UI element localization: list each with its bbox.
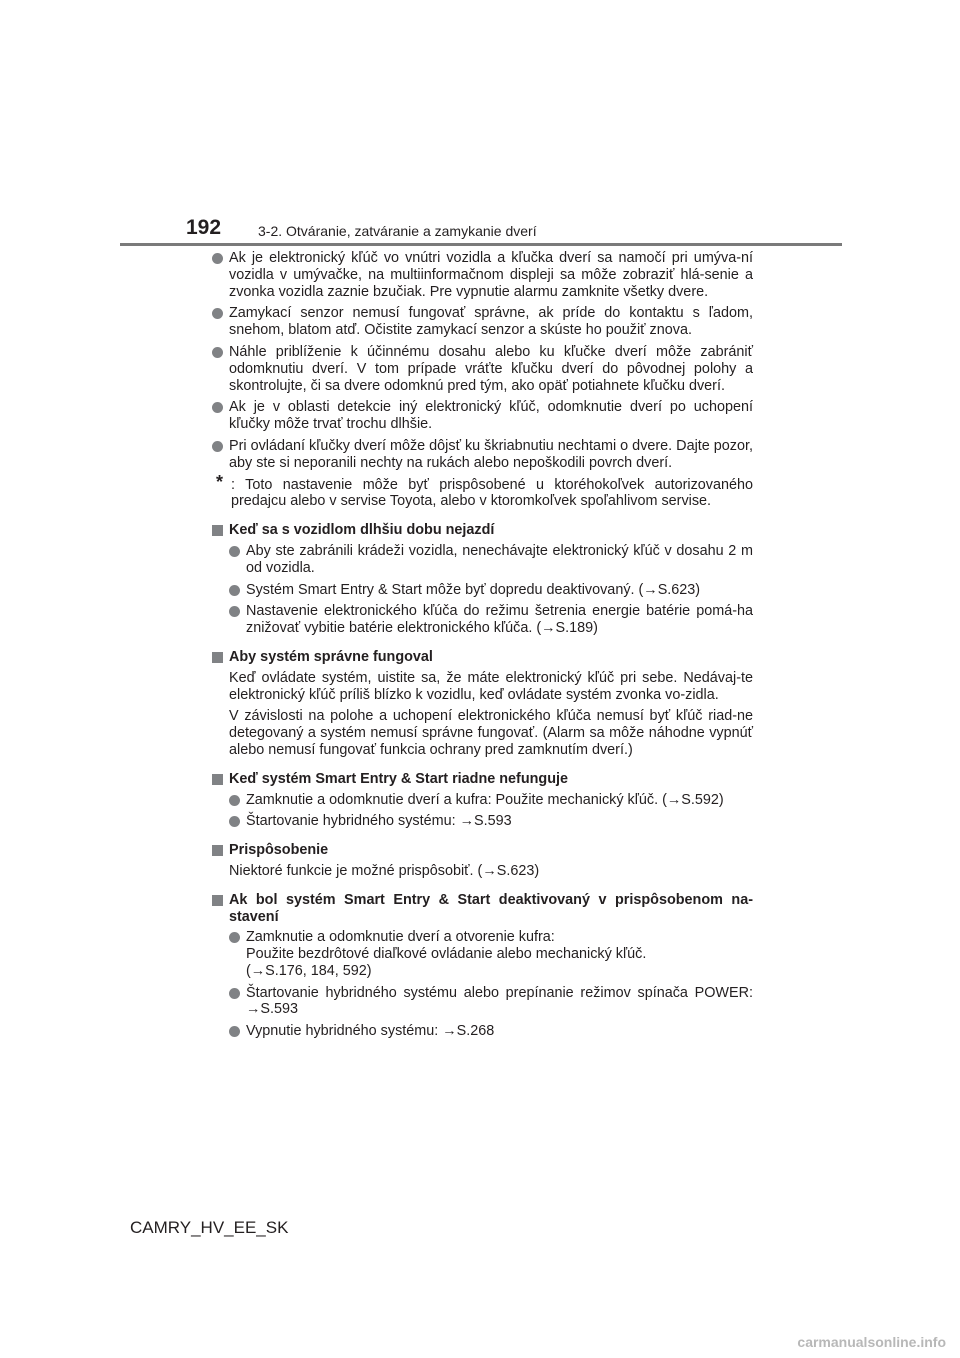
page-number: 192 [186, 216, 222, 239]
bullet-icon [229, 546, 240, 557]
list-item: Zamykací senzor nemusí fungovať správne, ak príde do kontaktu s ľadom, snehom, blatom atď. Očistite zamykací senzor a skúste ho použiť znova. [212, 305, 753, 339]
bullet-icon [229, 1026, 240, 1037]
list-item: Aby ste zabránili krádeži vozidla, nenechávajte elektronický kľúč v dosahu 2 m od vozidla. [229, 543, 753, 577]
list-item: Systém Smart Entry & Start môže byť dopredu deaktivovaný. (→S.623) [229, 582, 753, 599]
bullet-icon [229, 606, 240, 617]
bullet-icon [212, 253, 223, 264]
paragraph: Niektoré funkcie je možné prispôsobiť. (→S.623) [229, 862, 540, 879]
bullet-icon [229, 795, 240, 806]
asterisk-marker: * [216, 471, 224, 492]
section-heading: Keď systém Smart Entry & Start riadne nefunguje [212, 771, 753, 788]
paragraph: V závislosti na polohe a uchopení elektronického kľúča nemusí byť kľúč riad-ne detegovaný a systém nemusí správne fungovať. (Alarm sa môže náhodne vypnúť alebo nemusí fungovať funkcia ochrany pred zamknutím dverí.) [229, 708, 753, 758]
list-item: Štartovanie hybridného systému: →S.593 [229, 813, 753, 830]
square-bullet-icon [212, 845, 223, 856]
list-item: Náhle priblíženie k účinnému dosahu alebo ku kľučke dverí môže zabrániť odomknutiu dverí. V tom prípade vráťte kľučku dverí do pôvodnej polohy a skontrolujte, či sa dvere odomknú pred tým, ako opäť potiahnete kľučku dverí. [212, 344, 753, 394]
section-title: 3-2. Otváranie, zatváranie a zamykanie dverí [258, 223, 537, 239]
list-item: Pri ovládaní kľučky dverí môže dôjsť ku škriabnutiu nechtami o dvere. Dajte pozor, aby ste si neporanili nechty na rukách alebo nepoškodili povrch dverí. [212, 438, 753, 472]
bullet-icon [212, 347, 223, 358]
list-item: Vypnutie hybridného systému: →S.268 [229, 1023, 753, 1040]
header-rule [120, 243, 842, 246]
list-item: Ak je v oblasti detekcie iný elektronický kľúč, odomknutie dverí po uchopení kľučky môže trvať trochu dlhšie. [212, 399, 753, 433]
section-heading: Keď sa s vozidlom dlhšiu dobu nejazdí [212, 522, 753, 539]
footnote: * : Toto nastavenie môže byť prispôsobené u ktoréhokoľvek autorizovaného predajcu alebo v servise Toyota, alebo v ktoromkoľvek spoľahlivom servise. [216, 471, 753, 510]
watermark: carmanualsonline.info [797, 1334, 946, 1350]
square-bullet-icon [212, 525, 223, 536]
list-item: Štartovanie hybridného systému alebo prepínanie režimov spínača POWER: →S.593 [229, 985, 753, 1019]
list-item: Zamknutie a odomknutie dverí a kufra: Použite mechanický kľúč. (→S.592) [229, 792, 753, 809]
list-item: Ak je elektronický kľúč vo vnútri vozidla a kľučka dverí sa namočí pri umýva-ní vozidla v umývačke, na multiinformačnom displeji sa môže zobraziť hlá-senie a zvonka vozidla zaznie bzučiak. Pre vypnutie alarmu zamknite všetky dvere. [212, 250, 753, 300]
bullet-icon [229, 816, 240, 827]
paragraph: Keď ovládate systém, uistite sa, že máte elektronický kľúč pri sebe. Nedávaj-te elektronický kľúč príliš blízko k vozidlu, keď ovládate systém zvonka vo-zidla. [229, 669, 753, 703]
square-bullet-icon [212, 895, 223, 906]
square-bullet-icon [212, 774, 223, 785]
page-content [212, 250, 753, 1045]
bullet-icon [212, 308, 223, 319]
bullet-icon [229, 585, 240, 596]
bullet-icon [229, 932, 240, 943]
list-item: Zamknutie a odomknutie dverí a otvorenie kufra: Použite bezdrôtové diaľkové ovládanie alebo mechanický kľúč. (→S.176, 184, 592) [229, 929, 753, 979]
bullet-icon [212, 441, 223, 452]
section-heading: Prispôsobenie [212, 842, 753, 859]
list-item: Nastavenie elektronického kľúča do režimu šetrenia energie batérie pomá-ha znižovať vybitie batérie elektronického kľúča. (→S.189) [229, 603, 753, 637]
bullet-icon [212, 402, 223, 413]
section-heading: Aby systém správne fungoval [212, 649, 753, 666]
square-bullet-icon [212, 652, 223, 663]
section-heading: Ak bol systém Smart Entry & Start deaktivovaný v prispôsobenom na-stavení [212, 892, 753, 926]
document-code: CAMRY_HV_EE_SK [130, 1218, 289, 1237]
bullet-icon [229, 988, 240, 999]
